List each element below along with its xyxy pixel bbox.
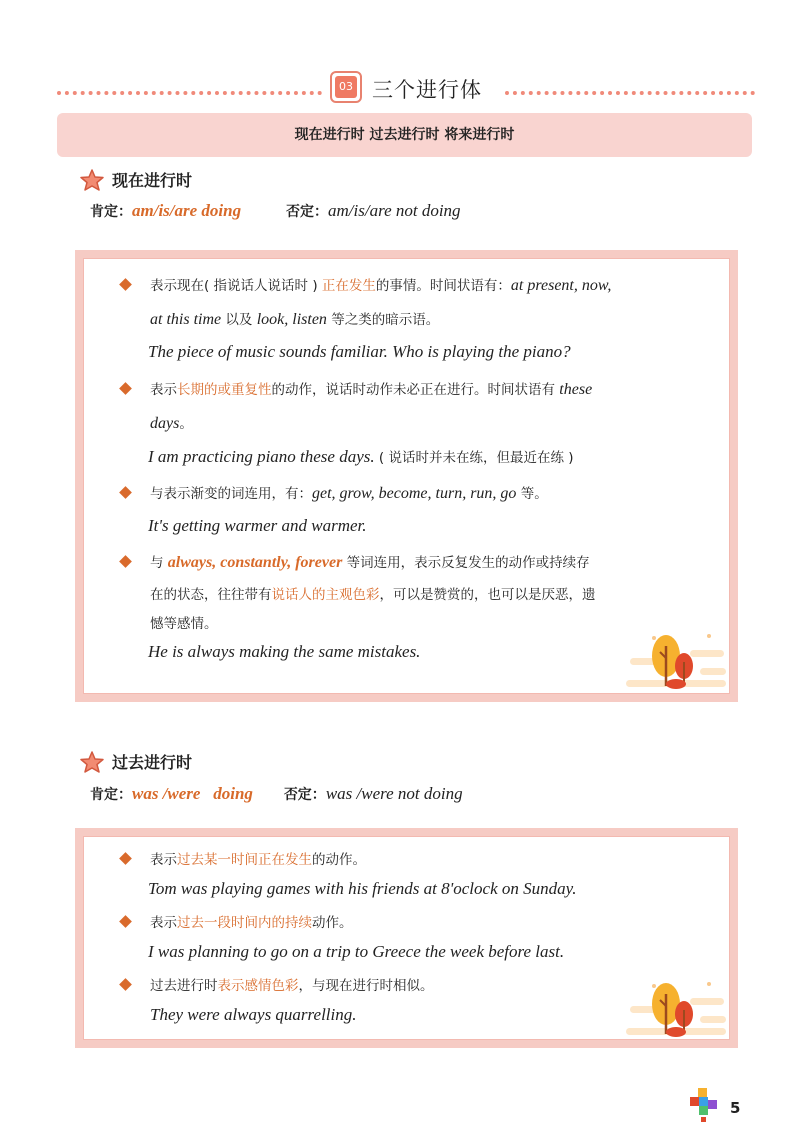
star-icon [80,751,104,773]
past-example-3: They were always quarrelling. [150,1005,357,1024]
present-point-2-line2: days。 [150,415,193,432]
past-affirm-form: was /were doing [132,784,253,803]
page-number: 5 [730,1099,741,1117]
past-point-2: 表示过去一段时间内的持续动作。 [150,915,353,931]
present-affirm-label: 肯定： [90,204,132,220]
past-example-2: I was planning to go on a trip to Greece the week before last. [148,942,565,961]
autumn-tree-icon [624,624,730,692]
present-neg-form: am/is/are not doing [328,201,461,220]
present-point-2: 表示长期的或重复性的动作，说话时动作未必正在进行。时间状语有 these [150,381,593,398]
present-point-4-line3: 憾等感情。 [150,616,218,632]
present-forms [90,201,461,221]
present-example-2: I am practicing piano these days. ( 说话时并未在练，但最近在练 ) [148,447,574,466]
header-dotline-left [57,91,322,95]
section-number-badge [330,71,362,103]
present-heading [80,168,192,191]
past-example-1: Tom was playing games with his friends at 8'oclock on Sunday. [148,879,577,898]
past-heading [80,750,192,773]
present-point-1-line2: at this time 以及 look, listen 等之类的暗示语。 [150,311,440,328]
past-heading-text: 过去进行时 [112,753,193,772]
present-neg-label: 否定： [286,204,329,220]
section-number: 03 [335,76,357,98]
past-affirm-label: 肯定： [90,787,132,803]
present-heading-text: 现在进行时 [112,171,193,190]
section-title: 三个进行体 [372,78,482,102]
header-dotline-right [505,91,755,95]
star-icon [80,169,104,191]
past-point-3: 过去进行时表示感情色彩，与现在进行时相似。 [150,978,434,994]
subtitle-bar: 现在进行时 过去进行时 将来进行时 [57,113,752,157]
present-example-1: The piece of music sounds familiar. Who is playing the piano? [148,342,571,361]
present-point-1: 表示现在( 指说话人说话时 ) 正在发生的事情。时间状语有：at present, now, [150,277,612,294]
past-forms [90,784,463,804]
past-point-1: 表示过去某一时间正在发生的动作。 [150,852,366,868]
present-example-4: He is always making the same mistakes. [148,642,421,661]
present-example-3: It's getting warmer and warmer. [148,516,367,535]
autumn-tree-icon [624,972,730,1040]
logo-icon [690,1088,718,1126]
past-neg-label: 否定： [283,787,326,803]
past-neg-form: was /were not doing [325,784,463,803]
present-point-4: 与 always, constantly, forever 等词连用，表示反复发生的动作或持续存 [150,554,590,571]
present-affirm-form: am/is/are doing [132,201,242,220]
present-point-3: 与表示渐变的词连用，有：get, grow, become, turn, run, go 等。 [150,485,548,502]
present-point-4-line2: 在的状态，往往带有说话人的主观色彩，可以是赞赏的，也可以是厌恶，遗 [150,587,596,603]
